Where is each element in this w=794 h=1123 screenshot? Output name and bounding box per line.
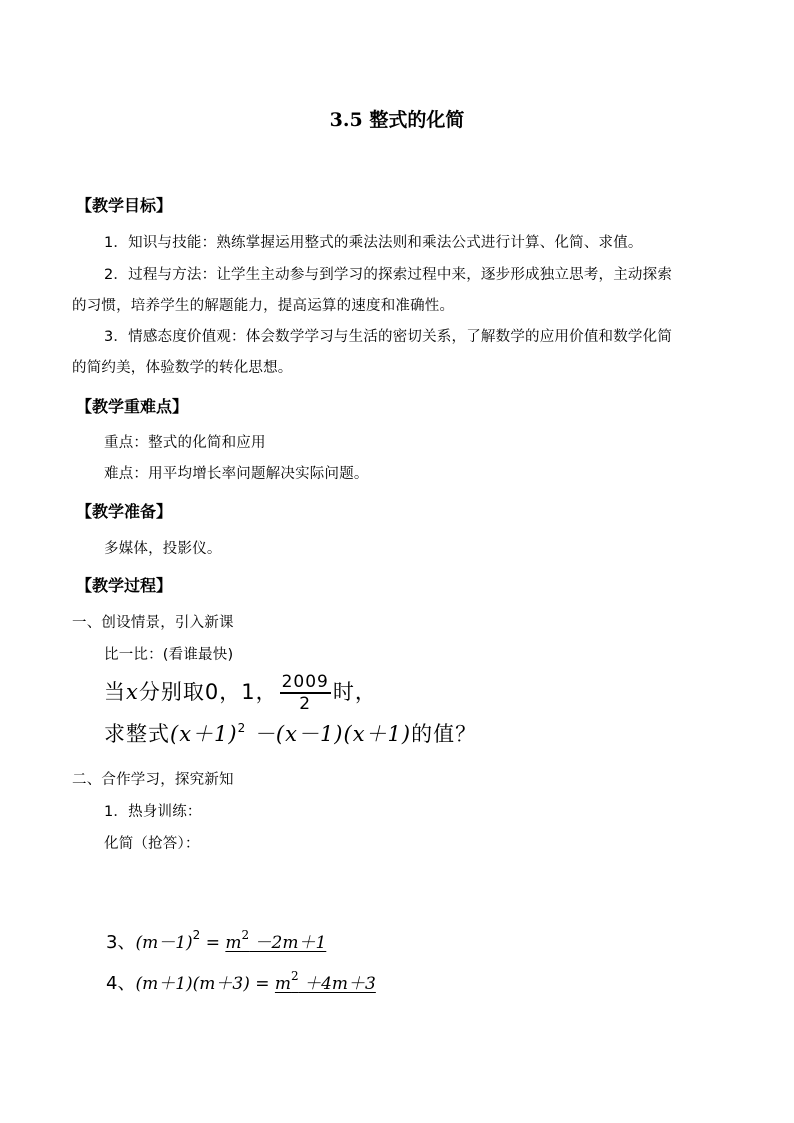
section-1-title: 一、创设情景，引入新课 [72, 615, 234, 631]
equation-3-lhs-exponent: 2 [192, 928, 201, 942]
equation-4 [106, 969, 376, 995]
equation-4-rhs-exponent: 2 [291, 969, 299, 983]
section-1-subtitle: 比一比：(看谁最快) [104, 647, 234, 663]
problem-line-1-mid: 分别取0，1， [138, 680, 278, 704]
problem-line-2-suffix: 的值？ [411, 722, 478, 746]
problem-line-2 [104, 718, 477, 748]
equation-4-answer [274, 969, 376, 994]
problem-exponent: 2 [237, 721, 247, 735]
equation-4-lhs: (m＋1)(m＋3) [135, 974, 250, 994]
equation-3 [106, 928, 326, 954]
goal-3-line-2: 的简约美，体验数学的转化思想。 [72, 360, 293, 376]
page-title: 3.5 整式的化简 [329, 109, 465, 131]
equation-3-label: 3、 [106, 932, 136, 953]
problem-variable: x [126, 680, 139, 704]
prep-text: 多媒体，投影仪。 [104, 541, 222, 557]
problem-fraction [280, 673, 331, 713]
process-heading: 【教学过程】 [76, 576, 173, 595]
problem-expression-a: (x＋1) [170, 722, 238, 746]
equation-3-rhs-exponent: 2 [241, 928, 250, 942]
equation-4-rhs-a: m [274, 974, 292, 994]
goal-2-line-1: 2．过程与方法：让学生主动参与到学习的探索过程中来，逐步形成独立思考，主动探索 [104, 267, 673, 283]
equation-3-answer [225, 928, 327, 953]
equation-3-rhs-b: －2m＋1 [249, 933, 327, 953]
equation-4-label: 4、 [106, 973, 136, 994]
simplify-label: 化简（抢答）： [104, 836, 200, 852]
equation-3-lhs: (m－1) [135, 933, 193, 953]
problem-expression-b: －(x－1)(x＋1) [246, 722, 412, 746]
prep-heading: 【教学准备】 [76, 502, 173, 521]
section-2-title: 二、合作学习，探究新知 [72, 772, 234, 788]
equation-3-equals: = [200, 933, 226, 953]
fraction-numerator: 2009 [281, 672, 329, 692]
equation-4-equals: = [249, 974, 275, 994]
problem-line-1-prefix: 当 [104, 680, 126, 704]
goal-1: 1．知识与技能：熟练掌握运用整式的乘法法则和乘法公式进行计算、化简、求值。 [104, 235, 643, 251]
keypoints-heading: 【教学重难点】 [76, 397, 189, 416]
warmup-label: 1．热身训练： [104, 804, 202, 820]
goal-2-line-2: 的习惯，培养学生的解题能力，提高运算的速度和准确性。 [72, 298, 455, 314]
keypoint-focus: 重点：整式的化简和应用 [104, 435, 266, 451]
goals-heading: 【教学目标】 [76, 196, 173, 215]
problem-line-1 [104, 672, 377, 713]
equation-3-rhs-a: m [225, 933, 242, 953]
keypoint-difficulty: 难点：用平均增长率问题解决实际问题。 [104, 466, 369, 482]
fraction-denominator: 2 [299, 694, 312, 714]
goal-3-line-1: 3．情感态度价值观：体会数学学习与生活的密切关系，了解数学的应用价值和数学化简 [104, 329, 673, 345]
problem-line-2-prefix: 求整式 [104, 722, 170, 746]
equation-4-rhs-b: ＋4m＋3 [298, 974, 376, 994]
problem-line-1-suffix: 时， [332, 680, 377, 704]
